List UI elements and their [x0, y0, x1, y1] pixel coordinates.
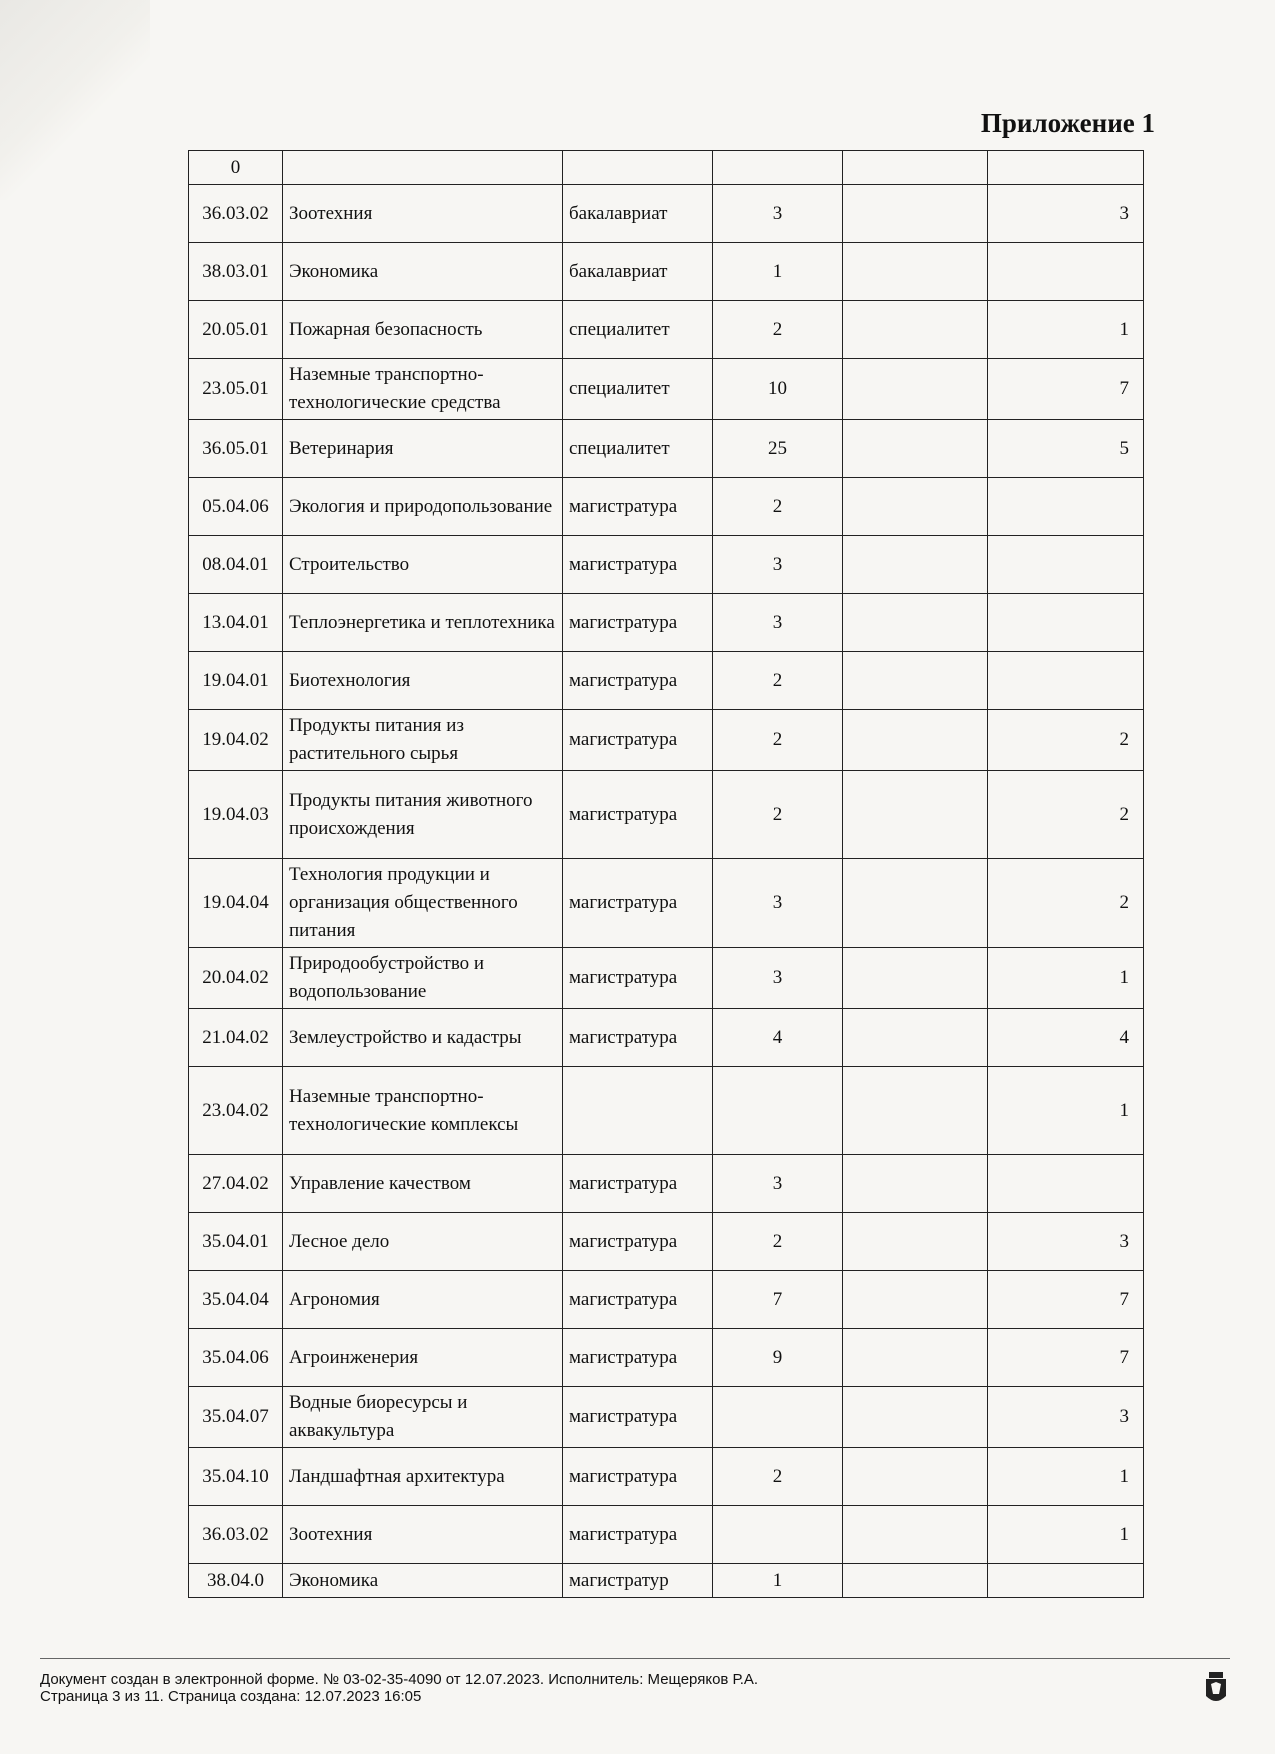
- count-cell-2: [843, 243, 988, 301]
- level-cell: бакалавриат: [563, 185, 713, 243]
- count-cell-2: [843, 1067, 988, 1155]
- count-cell-3: [988, 151, 1144, 185]
- count-cell-1: 2: [713, 1213, 843, 1271]
- count-cell-3: [988, 652, 1144, 710]
- count-cell-3: 3: [988, 1387, 1144, 1448]
- code-cell: 36.03.02: [189, 185, 283, 243]
- count-cell-3: [988, 536, 1144, 594]
- table-row: [189, 478, 1144, 536]
- level-cell: специалитет: [563, 359, 713, 420]
- count-cell-1: 3: [713, 948, 843, 1009]
- code-cell: 27.04.02: [189, 1155, 283, 1213]
- footer-line-1: Документ создан в электронной форме. № 03-02-35-4090 от 12.07.2023. Исполнитель: Мещеряков Р.А.: [40, 1671, 759, 1688]
- level-cell: магистратура: [563, 478, 713, 536]
- code-cell: 35.04.04: [189, 1271, 283, 1329]
- level-cell: [563, 1067, 713, 1155]
- code-cell: 38.03.01: [189, 243, 283, 301]
- code-cell: 19.04.01: [189, 652, 283, 710]
- level-cell: магистратура: [563, 652, 713, 710]
- count-cell-3: 7: [988, 1329, 1144, 1387]
- count-cell-2: [843, 1009, 988, 1067]
- count-cell-1: [713, 1387, 843, 1448]
- level-cell: магистратура: [563, 1387, 713, 1448]
- name-cell: Агрономия: [283, 1271, 563, 1329]
- count-cell-2: [843, 1387, 988, 1448]
- name-cell: Биотехнология: [283, 652, 563, 710]
- admission-table: [188, 150, 1144, 1598]
- table-row: [189, 1387, 1144, 1448]
- name-cell: Агроинженерия: [283, 1329, 563, 1387]
- count-cell-2: [843, 1506, 988, 1564]
- code-cell: 0: [189, 151, 283, 185]
- name-cell: Природообустройство и водопользование: [283, 948, 563, 1009]
- footer-line-2: Страница 3 из 11. Страница создана: 12.07.2023 16:05: [40, 1688, 422, 1705]
- code-cell: 23.05.01: [189, 359, 283, 420]
- level-cell: магистратура: [563, 1271, 713, 1329]
- level-cell: магистратура: [563, 859, 713, 948]
- count-cell-3: 1: [988, 301, 1144, 359]
- level-cell: специалитет: [563, 420, 713, 478]
- table-row: [189, 1067, 1144, 1155]
- code-cell: 35.04.07: [189, 1387, 283, 1448]
- table-row: [189, 594, 1144, 652]
- table-row: [189, 151, 1144, 185]
- count-cell-1: [713, 151, 843, 185]
- count-cell-3: [988, 594, 1144, 652]
- code-cell: 23.04.02: [189, 1067, 283, 1155]
- count-cell-1: 2: [713, 710, 843, 771]
- folded-page-corner: [0, 0, 150, 200]
- count-cell-1: 10: [713, 359, 843, 420]
- table-row: [189, 859, 1144, 948]
- count-cell-1: 2: [713, 301, 843, 359]
- count-cell-3: 1: [988, 948, 1144, 1009]
- table-row: [189, 1329, 1144, 1387]
- table-row: [189, 652, 1144, 710]
- table-row: [189, 1155, 1144, 1213]
- name-cell: Лесное дело: [283, 1213, 563, 1271]
- count-cell-2: [843, 771, 988, 859]
- name-cell: Ландшафтная архитектура: [283, 1448, 563, 1506]
- code-cell: 35.04.06: [189, 1329, 283, 1387]
- code-cell: 20.05.01: [189, 301, 283, 359]
- level-cell: магистратура: [563, 710, 713, 771]
- coat-of-arms-icon: [1205, 1672, 1227, 1706]
- count-cell-1: [713, 1067, 843, 1155]
- count-cell-1: 3: [713, 536, 843, 594]
- count-cell-1: 1: [713, 243, 843, 301]
- name-cell: Строительство: [283, 536, 563, 594]
- count-cell-3: 1: [988, 1506, 1144, 1564]
- count-cell-2: [843, 185, 988, 243]
- count-cell-1: 2: [713, 1448, 843, 1506]
- code-cell: 08.04.01: [189, 536, 283, 594]
- code-cell: 35.04.01: [189, 1213, 283, 1271]
- name-cell: Наземные транспортно-технологические средства: [283, 359, 563, 420]
- count-cell-1: 9: [713, 1329, 843, 1387]
- count-cell-3: 2: [988, 771, 1144, 859]
- count-cell-3: [988, 1155, 1144, 1213]
- name-cell: Продукты питания животного происхождения: [283, 771, 563, 859]
- count-cell-2: [843, 859, 988, 948]
- level-cell: магистратура: [563, 594, 713, 652]
- count-cell-2: [843, 478, 988, 536]
- count-cell-3: 7: [988, 359, 1144, 420]
- count-cell-3: [988, 1564, 1144, 1598]
- level-cell: магистратура: [563, 1213, 713, 1271]
- level-cell: магистратура: [563, 1155, 713, 1213]
- name-cell: Ветеринария: [283, 420, 563, 478]
- code-cell: 21.04.02: [189, 1009, 283, 1067]
- level-cell: [563, 151, 713, 185]
- count-cell-3: 7: [988, 1271, 1144, 1329]
- name-cell: Зоотехния: [283, 185, 563, 243]
- count-cell-2: [843, 359, 988, 420]
- code-cell: 05.04.06: [189, 478, 283, 536]
- count-cell-2: [843, 594, 988, 652]
- count-cell-1: 1: [713, 1564, 843, 1598]
- table-row: [189, 301, 1144, 359]
- code-cell: 36.05.01: [189, 420, 283, 478]
- table-row: [189, 1564, 1144, 1598]
- table-row: [189, 1009, 1144, 1067]
- table-row: [189, 771, 1144, 859]
- count-cell-2: [843, 1564, 988, 1598]
- count-cell-2: [843, 1271, 988, 1329]
- count-cell-3: 1: [988, 1448, 1144, 1506]
- count-cell-1: 4: [713, 1009, 843, 1067]
- name-cell: Пожарная безопасность: [283, 301, 563, 359]
- level-cell: магистратура: [563, 1506, 713, 1564]
- count-cell-3: [988, 478, 1144, 536]
- count-cell-1: 3: [713, 859, 843, 948]
- table-row: [189, 1506, 1144, 1564]
- count-cell-2: [843, 1155, 988, 1213]
- count-cell-1: 25: [713, 420, 843, 478]
- name-cell: Водные биоресурсы и аквакультура: [283, 1387, 563, 1448]
- table-row: [189, 710, 1144, 771]
- code-cell: 20.04.02: [189, 948, 283, 1009]
- count-cell-2: [843, 710, 988, 771]
- count-cell-3: 4: [988, 1009, 1144, 1067]
- name-cell: [283, 151, 563, 185]
- count-cell-2: [843, 948, 988, 1009]
- annex-title: Приложение 1: [980, 108, 1155, 138]
- name-cell: Управление качеством: [283, 1155, 563, 1213]
- level-cell: магистратура: [563, 948, 713, 1009]
- code-cell: 35.04.10: [189, 1448, 283, 1506]
- table-row: [189, 948, 1144, 1009]
- name-cell: Экология и природопользование: [283, 478, 563, 536]
- table-row: [189, 536, 1144, 594]
- level-cell: специалитет: [563, 301, 713, 359]
- count-cell-3: 3: [988, 1213, 1144, 1271]
- count-cell-3: 2: [988, 859, 1144, 948]
- count-cell-1: [713, 1506, 843, 1564]
- name-cell: Продукты питания из растительного сырья: [283, 710, 563, 771]
- code-cell: 38.04.0: [189, 1564, 283, 1598]
- name-cell: Экономика: [283, 1564, 563, 1598]
- count-cell-3: 3: [988, 185, 1144, 243]
- level-cell: бакалавриат: [563, 243, 713, 301]
- count-cell-2: [843, 1213, 988, 1271]
- name-cell: Теплоэнергетика и теплотехника: [283, 594, 563, 652]
- level-cell: магистратура: [563, 771, 713, 859]
- table-body: [189, 151, 1144, 1598]
- count-cell-2: [843, 151, 988, 185]
- count-cell-1: 7: [713, 1271, 843, 1329]
- name-cell: Наземные транспортно-технологические комплексы: [283, 1067, 563, 1155]
- name-cell: Экономика: [283, 243, 563, 301]
- name-cell: Технология продукции и организация общественного питания: [283, 859, 563, 948]
- table-row: [189, 420, 1144, 478]
- table-row: [189, 1271, 1144, 1329]
- count-cell-2: [843, 1329, 988, 1387]
- table-row: [189, 1213, 1144, 1271]
- count-cell-3: 1: [988, 1067, 1144, 1155]
- level-cell: магистратура: [563, 536, 713, 594]
- code-cell: 19.04.04: [189, 859, 283, 948]
- level-cell: магистратура: [563, 1448, 713, 1506]
- code-cell: 19.04.03: [189, 771, 283, 859]
- count-cell-1: 2: [713, 652, 843, 710]
- count-cell-1: 2: [713, 771, 843, 859]
- count-cell-1: 3: [713, 185, 843, 243]
- table-row: [189, 243, 1144, 301]
- code-cell: 19.04.02: [189, 710, 283, 771]
- count-cell-3: [988, 243, 1144, 301]
- name-cell: Землеустройство и кадастры: [283, 1009, 563, 1067]
- level-cell: магистратура: [563, 1009, 713, 1067]
- count-cell-2: [843, 420, 988, 478]
- table-row: [189, 185, 1144, 243]
- count-cell-1: 3: [713, 1155, 843, 1213]
- level-cell: магистратура: [563, 1329, 713, 1387]
- count-cell-2: [843, 536, 988, 594]
- name-cell: Зоотехния: [283, 1506, 563, 1564]
- table-row: [189, 359, 1144, 420]
- document-footer: [40, 1658, 1230, 1705]
- table-row: [189, 1448, 1144, 1506]
- count-cell-3: 2: [988, 710, 1144, 771]
- code-cell: 13.04.01: [189, 594, 283, 652]
- count-cell-1: 3: [713, 594, 843, 652]
- code-cell: 36.03.02: [189, 1506, 283, 1564]
- count-cell-1: 2: [713, 478, 843, 536]
- count-cell-2: [843, 652, 988, 710]
- level-cell: магистратур: [563, 1564, 713, 1598]
- count-cell-2: [843, 301, 988, 359]
- count-cell-3: 5: [988, 420, 1144, 478]
- count-cell-2: [843, 1448, 988, 1506]
